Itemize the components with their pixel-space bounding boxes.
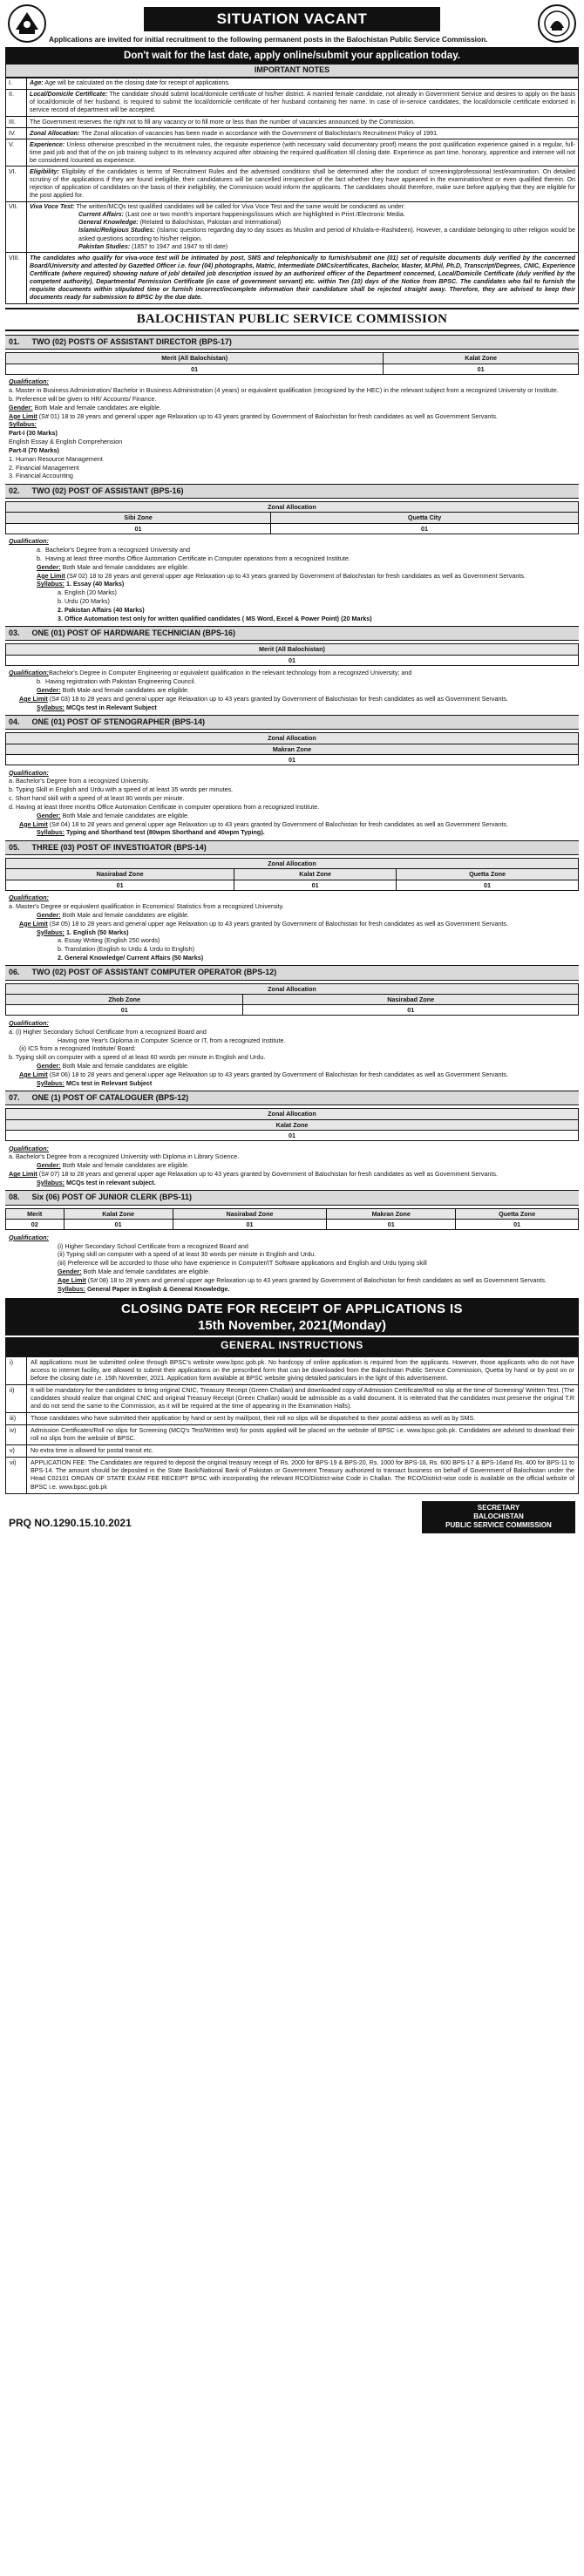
note-row xyxy=(6,139,579,167)
note-number: IV. xyxy=(6,128,27,139)
instruction-row: v) No extra time is allowed for postal transit etc. xyxy=(6,1445,579,1458)
post-details: Qualification: a. Bachelor's Degree from a recognized University with Diploma in Library Science. Gender: Both Male and female candidates are eligible. Age Limit (S# 07) 18 to 28 years and general upper age Relaxation up to 43 years granted by Government of Balochistan for fresh candidates as well as Government Servants. Syllabus: MCQs test in relevant subject. xyxy=(9,1144,498,1186)
note-text: Eligibility: Eligibility of the candidates is terms of Recruitment Rules and the advertised conditions shall be determined after the conduct of screening/professional test/examination. On detailed scrutiny of the applications if they are found ineligible, their candidatures will be cancelled irrespective of the fact whether they have appeared in the examination/test or even qualified therein. On rejection of application of candidates on the basis of their ineligibility, the Commission would inform the applicants. The candidates should therefore, make sure before applying that they are eligible for the post applied for. xyxy=(27,167,579,201)
bpsc-emblem-icon xyxy=(537,3,577,44)
viva-item: General Knowledge: (Related to Balochistan, Pakistan and International) xyxy=(78,219,282,227)
post-heading: 02. TWO (02) POST OF ASSISTANT (BPS-16) xyxy=(5,484,579,500)
post-details: Qualification: a. (i) Higher Secondary School Certificate from a recognized Board and Having one Year's Diploma in Computer Science or IT, from a recognized Institute. (ii) ICS from a recognized Institute/ Board: b. Typing skill on computer with a speed of at least 60 words per minute in English and Urdu. Gender: Both Male and female candidates are eligible. Age Limit (S# 06) 18 to 28 years and general upper age Relaxation up to 43 years granted by Government of Balochistan for fresh candidates as well as Government Servants. Syllabus: MCs test in Relevant Subject xyxy=(9,1019,508,1087)
post-heading: 01. TWO (02) POSTS OF ASSISTANT DIRECTOR (BPS-17) xyxy=(5,335,579,350)
post-details: Qualification: a. Bachelor's Degree from a recognized University and b. Having at least three months Office Automation Certificate in Computer operations from a recognized Institute. Gender: Both Male and female candidates are eligible. Age Limit (S# 02) 18 to 28 years and general upper age Relaxation up to 43 years granted by Government of Balochistan for fresh candidates as well as Government Servants. Syllabus: 1. Essay (40 Marks) a. English (20 Marks) b. Urdu (20 Marks) 2. Pakistan Affairs (40 Marks) 3. Office Automation test only for written qualified candidates ( MS Word, Excel & Power Point) (20 Marks) xyxy=(9,537,526,622)
post-details: Qualification: a. Master's Degree or equivalent qualification in Economics/ Statistics from a recognized University. Gender: Both Male and female candidates are eligible. Age Limit (S# 05) 18 to 28 years and general upper age Relaxation up to 43 years granted by Government of Balochistan for fresh candidates as well as Government Servants. Syllabus: 1. English (50 Marks) a. Essay Writing (English 250 words) b. Translation (English to Urdu & Urdu to English) 2. General Knowledge/ Current Affairs (50 Marks) xyxy=(9,894,508,962)
note-text: Age: Age will be calculated on the closing date for receipt of applications. xyxy=(27,78,579,89)
note-number: II. xyxy=(6,89,27,116)
post-heading: 08. Six (06) POST OF JUNIOR CLERK (BPS-11) xyxy=(5,1190,579,1206)
allocation-table: Zonal Allocation Sibi Zone Quetta City 01 01 xyxy=(5,501,579,534)
post-heading: 05. THREE (03) POST OF INVESTIGATOR (BPS-14) xyxy=(5,840,579,856)
post-details: Qualification: (i) Higher Secondary School Certificate from a recognized Board and (ii) Typing skill on computer with a speed of at least 30 words per minute in English and Urdu. (iii) Preference will be accorded to those who have experience in Computer/IT Software applications and English and Urdu typing skill Gender: Both Male and female candidates are eligible. Age Limit (S# 08) 18 to 28 years and general upper age Relaxation up to 43 years granted by Government of Balochistan for fresh candidates as well as Government Servants. Syllabus: General Paper in English & General Knowledge. xyxy=(9,1233,547,1293)
note-text: Experience: Unless otherwise prescribed in the recruitment rules, the requisite experience (with necessary valid documentary proof) means the post qualification experience gained in a regular, full-time paid job and that of the on job training subject to its relevancy acquired after obtaining the required qualification till closing date. Experience as part time, honorary, apprentice and internee will not be considered /counted as experience. xyxy=(27,139,579,167)
intro-text: Applications are invited for initial recruitment to the following permanent posts in the Balochistan Public Service Commission. xyxy=(49,34,488,44)
note-row xyxy=(6,128,579,139)
viva-item: Islamic/Religious Studies: (Islamic questions regarding day to day issues as Muslim and period of Khulafa-e-Rashideen). However, a candidate belonging to other religion would be asked questions according to his/her religion. xyxy=(78,227,575,242)
allocation-table: Zonal Allocation Kalat Zone 01 xyxy=(5,1108,579,1141)
note-text: The Government reserves the right not to fill any vacancy or to fill more or less than the number of vacancies announced by the Commission. xyxy=(27,117,579,128)
post-heading: 06. TWO (02) POST OF ASSISTANT COMPUTER OPERATOR (BPS-12) xyxy=(5,965,579,981)
note-row xyxy=(6,117,579,128)
balochistan-emblem-icon xyxy=(7,3,47,44)
note-number: VII. xyxy=(6,201,27,252)
instruction-row: iii) Those candidates who have submitted their application by hand or sent by mail/post, their roll no slips will be dispatched to their postal address as well as by SMS. xyxy=(6,1412,579,1424)
note-number: VIII. xyxy=(6,253,27,303)
allocation-table: Zonal Allocation Nasirabad Zone Kalat Zone Quetta Zone 01 01 01 xyxy=(5,858,579,891)
note-row xyxy=(6,201,579,252)
note-text: The candidates who qualify for viva-voce test will be intimated by post, SMS and telephonically to furnish/submit one (01) set of requisite documents duly verified by the concerned Board/University and attested by Gazetted Officer i.e. four (04) photographs, Matric, Intermediate DMCs/certificates, Bachelor, Master, M.Phil, Ph.D, Transcript/Degrees, CNIC, Experience Certificate (where required) showing nature of job/ detailed job description issued by an authorized officer of the Department concerned, Local/Domicile Certificate (duly verified by the competent authority), Departmental Permission Certificate (in case of government servant) etc. within Ten (10) days of the Notice from BPSC. The candidates who fail to furnish the requisite documents within stipulated time or furnish incorrect/incomplete information their candidature shall be rejected straight away. Therefore, they are advised to keep their documents ready for submission to BPSC by the due date. xyxy=(27,253,579,303)
important-notes-heading: IMPORTANT NOTES xyxy=(5,65,579,78)
viva-item: Current Affairs: (Last one or two month's important happenings/issues which are highlighted in Print /Electronic Media. xyxy=(78,211,405,219)
note-row xyxy=(6,78,579,89)
post-details: Qualification:Bachelor's Degree in Computer Engineering or equivalent qualification in the relevant technology from a recognized University; and b. Having registration with Pakistan Engineering Council. Gender: Both Male and female candidates are eligible. Age Limit (S# 03) 18 to 28 years and general upper age Relaxation up to 43 years granted by Government of Balochistan for fresh candidates as well as Government Servants. Syllabus: MCQs test in Relevant Subject xyxy=(9,669,508,711)
note-number: I. xyxy=(6,78,27,89)
footer xyxy=(5,1499,579,1534)
allocation-table: Zonal Allocation Makran Zone 01 xyxy=(5,732,579,765)
post-heading: 04. ONE (01) POST OF STENOGRAPHER (BPS-14) xyxy=(5,715,579,731)
note-row xyxy=(6,167,579,201)
post-details: Qualification: a. Bachelor's Degree from a recognized University. b. Typing Skill in English and Urdu with a speed of at least 35 words per minutes. c. Short hand skill with a speed of at least 80 words per minute. d. Having at least three months Office Automation Certificate in computer operations from a recognized Institute. Gender: Both Male and female candidates are eligible. Age Limit (S# 04) 18 to 28 years and general upper age Relaxation up to 43 years granted by Government of Balochistan for fresh candidates as well as Government Servants. Syllabus: Typing and Shorthand test (80wpm Shorthand and 40wpm Typing). xyxy=(9,768,508,837)
closing-date-banner: CLOSING DATE FOR RECEIPT OF APPLICATIONS IS 15th November, 2021(Monday) GENERAL INSTRUCTIONS xyxy=(5,1298,579,1356)
instruction-row: ii) It will be mandatory for the candidates to bring original CNIC, Treasury Receipt (Green Challan) and downloaded copy of Admission Certificate/Roll no slip at the time of Screening/ Written Test. (The candidates should realize that original CNIC and original Treasury Receipt (Green Challan) would be admissible as a valid document. It is reiterated that the candidates must preserve the original T.R and do not send the same to the Commission, as it will be required at the time of appearing in the Examination Halls). xyxy=(6,1384,579,1412)
instruction-row: vi) APPLICATION FEE: The Candidates are required to deposit the original treasury receipt of Rs. 2000 for BPS-19 & BPS-20, Rs. 1000 for BPS-18, Rs. 600 BPS-17 & BPS-16and Rs. 400 for BPS-11 to BPS-14. The amount should be deposited in the State Bank/National Bank of Pakistan or Government Treasury authorized to transact business on behalf of Government of Balochistan under the Head C02101 ORGAN OF STATE EXAM FEE RECEIPT BPSC with incorporating the relevant RCO/District-wise Code in Challan. The RCO/District-wise code is available on the official website of BPSC i.e. www.bpsc.gob.pk xyxy=(6,1458,579,1493)
instruction-row: i) All applications must be submitted online through BPSC's website www.bpsc.gob.pk. No hardcopy of online application is required from the applicants. However, those applicants who do not have access to internet facility, are allowed to submit their applications on the prescribed form that can be downloaded from the Balochistan Public Service Commission, Quetta by hand or by post on or before the closing date i.e. 15th November, 2021. Application form available at BPSC website giving detailed particulars in the light of this advertisement. xyxy=(6,1356,579,1384)
viva-item: Pakistan Studies: (1857 to 1947 and 1947 to till date) xyxy=(78,242,228,250)
post-details: Qualification: a. Master in Business Administration/ Bachelor in Business Administration (4 years) or equivalent qualification (recognized by the HEC) in the relevant subject from a recognized University or Institute. b. Preference will be given to HR/ Accounts/ Finance. Gender: Both Male and female candidates are eligible. Age Limit (S# 01) 18 to 28 years and general upper age Relaxation up to 43 years granted by Government of Balochistan for fresh candidates as well as Government Servants. Syllabus: Part-I (30 Marks) English Essay & English Comprehension Part-II (70 Marks) 1. Human Resource Management 2. Financial Management 3. Financial Accounting xyxy=(9,377,559,480)
general-instructions-table xyxy=(5,1356,579,1494)
secretary-block: SECRETARY BALOCHISTAN PUBLIC SERVICE COMMISSION xyxy=(422,1501,575,1533)
note-row xyxy=(6,253,579,303)
allocation-table: Zonal Allocation Zhob Zone Nasirabad Zone 01 01 xyxy=(5,983,579,1016)
allocation-table: Merit (All Balochistan) Kalat Zone 01 01 xyxy=(5,352,579,374)
prq-number: PRQ NO.1290.15.10.2021 xyxy=(9,1517,132,1530)
note-text: Zonal Allocation: The Zonal allocation of vacancies has been made in accordance with the Government of Balochistan's Recruitment Policy of 1991. xyxy=(27,128,579,139)
allocation-table: Merit Kalat Zone Nasirabad Zone Makran Zone Quetta Zone 02 01 01 01 01 xyxy=(5,1208,579,1230)
post-heading: 03. ONE (01) POST OF HARDWARE TECHNICIAN (BPS-16) xyxy=(5,626,579,642)
note-number: VI. xyxy=(6,167,27,201)
commission-heading: BALOCHISTAN PUBLIC SERVICE COMMISSION xyxy=(5,308,579,331)
important-notes-table xyxy=(5,78,579,304)
note-text: Viva Voce Test: The written/MCQs test qualified candidates will be called for Viva Voce Test and the same would be conducted as under: Current Affairs: (Last one or two month's important happenings/issues which are highlighted in Print /Electronic Media. General Knowledge: (Related to Balochistan, Pakistan and International) Islamic/Religious Studies: (Islamic questions regarding day to day issues as Muslim and period of Khulafa-e-Rashideen). However, a candidate belonging to other religion would be asked questions according to his/her religion. Pakistan Studies: (1857 to 1947 and 1947 to till date) xyxy=(27,201,579,252)
note-number: V. xyxy=(6,139,27,167)
note-row xyxy=(6,89,579,116)
instruction-row: iv) Admission Certificates/Roll no slips for Screening (MCQ's Test/Written test) for posts applied will be placed on the website of BPSC i.e. www.bpsc.gob.pk. Candidates are advised to download their roll no slips from the website of BPSC. xyxy=(6,1425,579,1445)
note-number: III. xyxy=(6,117,27,128)
apply-online-banner: Don't wait for the last date, apply online/submit your application today. xyxy=(5,47,579,65)
allocation-table: Merit (All Balochistan) 01 xyxy=(5,643,579,665)
page-title: SITUATION VACANT xyxy=(144,7,440,31)
post-heading: 07. ONE (1) POST OF CATALOGUER (BPS-12) xyxy=(5,1091,579,1106)
note-text: Local/Domicile Certificate: The candidate should submit local/domicile certificate of his/her district. A married female candidate, not already in Government Service and desires to apply on the basis of local/domicile of her husband, is required to submit the local/domicile certificate of her husband containing her name. In case of in-service candidates, the local/domicile certificate endorsed in service record of department will be accepted. xyxy=(27,89,579,116)
